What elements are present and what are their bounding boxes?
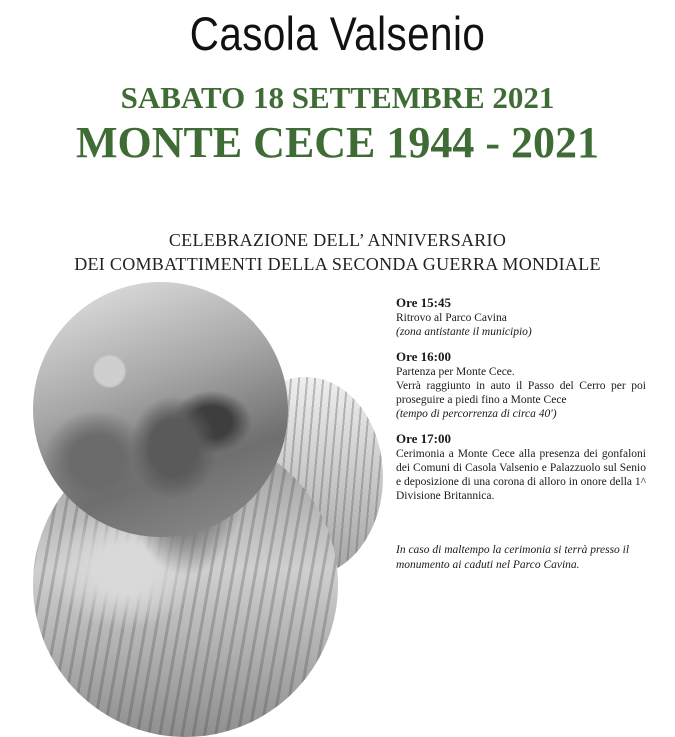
schedule-text: Partenza per Monte Cece. [396, 366, 515, 378]
town-title: Casola Valsenio [189, 7, 486, 60]
subtitle-line-1: CELEBRAZIONE DELL’ ANNIVERSARIO [168, 230, 507, 250]
schedule-text: Verrà raggiunto in auto il Passo del Cerro per poi proseguire a piedi fino a Monte Cece [396, 380, 646, 406]
schedule-note: (zona antistante il municipio) [396, 326, 532, 338]
historical-photo-collage [28, 282, 380, 588]
schedule-item [396, 350, 646, 421]
schedule-item [396, 432, 646, 503]
schedule-time: Ore 17:00 [396, 431, 451, 446]
artillery-photo [33, 282, 288, 537]
schedule-text: Cerimonia a Monte Cece alla presenza dei gonfaloni dei Comuni di Casola Valsenio e Palazzuolo sul Senio e deposizione di una corona di alloro in onore della 1^ Divisione Britannica. [396, 448, 647, 502]
event-title: MONTE CECE 1944 - 2021 [75, 118, 600, 167]
schedule-item [396, 296, 646, 339]
schedule-note: (tempo di percorrenza di circa 40') [396, 408, 557, 420]
schedule-text: Ritrovo al Parco Cavina [396, 312, 507, 324]
schedule-time: Ore 16:00 [396, 349, 451, 364]
schedule [396, 296, 646, 514]
schedule-time: Ore 15:45 [396, 295, 451, 310]
event-date: SABATO 18 SETTEMBRE 2021 [120, 80, 555, 115]
bad-weather-notice: In caso di maltempo la cerimonia si terrà presso il monumento ai caduti nel Parco Cavina. [396, 544, 630, 571]
subtitle-line-2: DEI COMBATTIMENTI DELLA SECONDA GUERRA MONDIALE [74, 254, 601, 274]
